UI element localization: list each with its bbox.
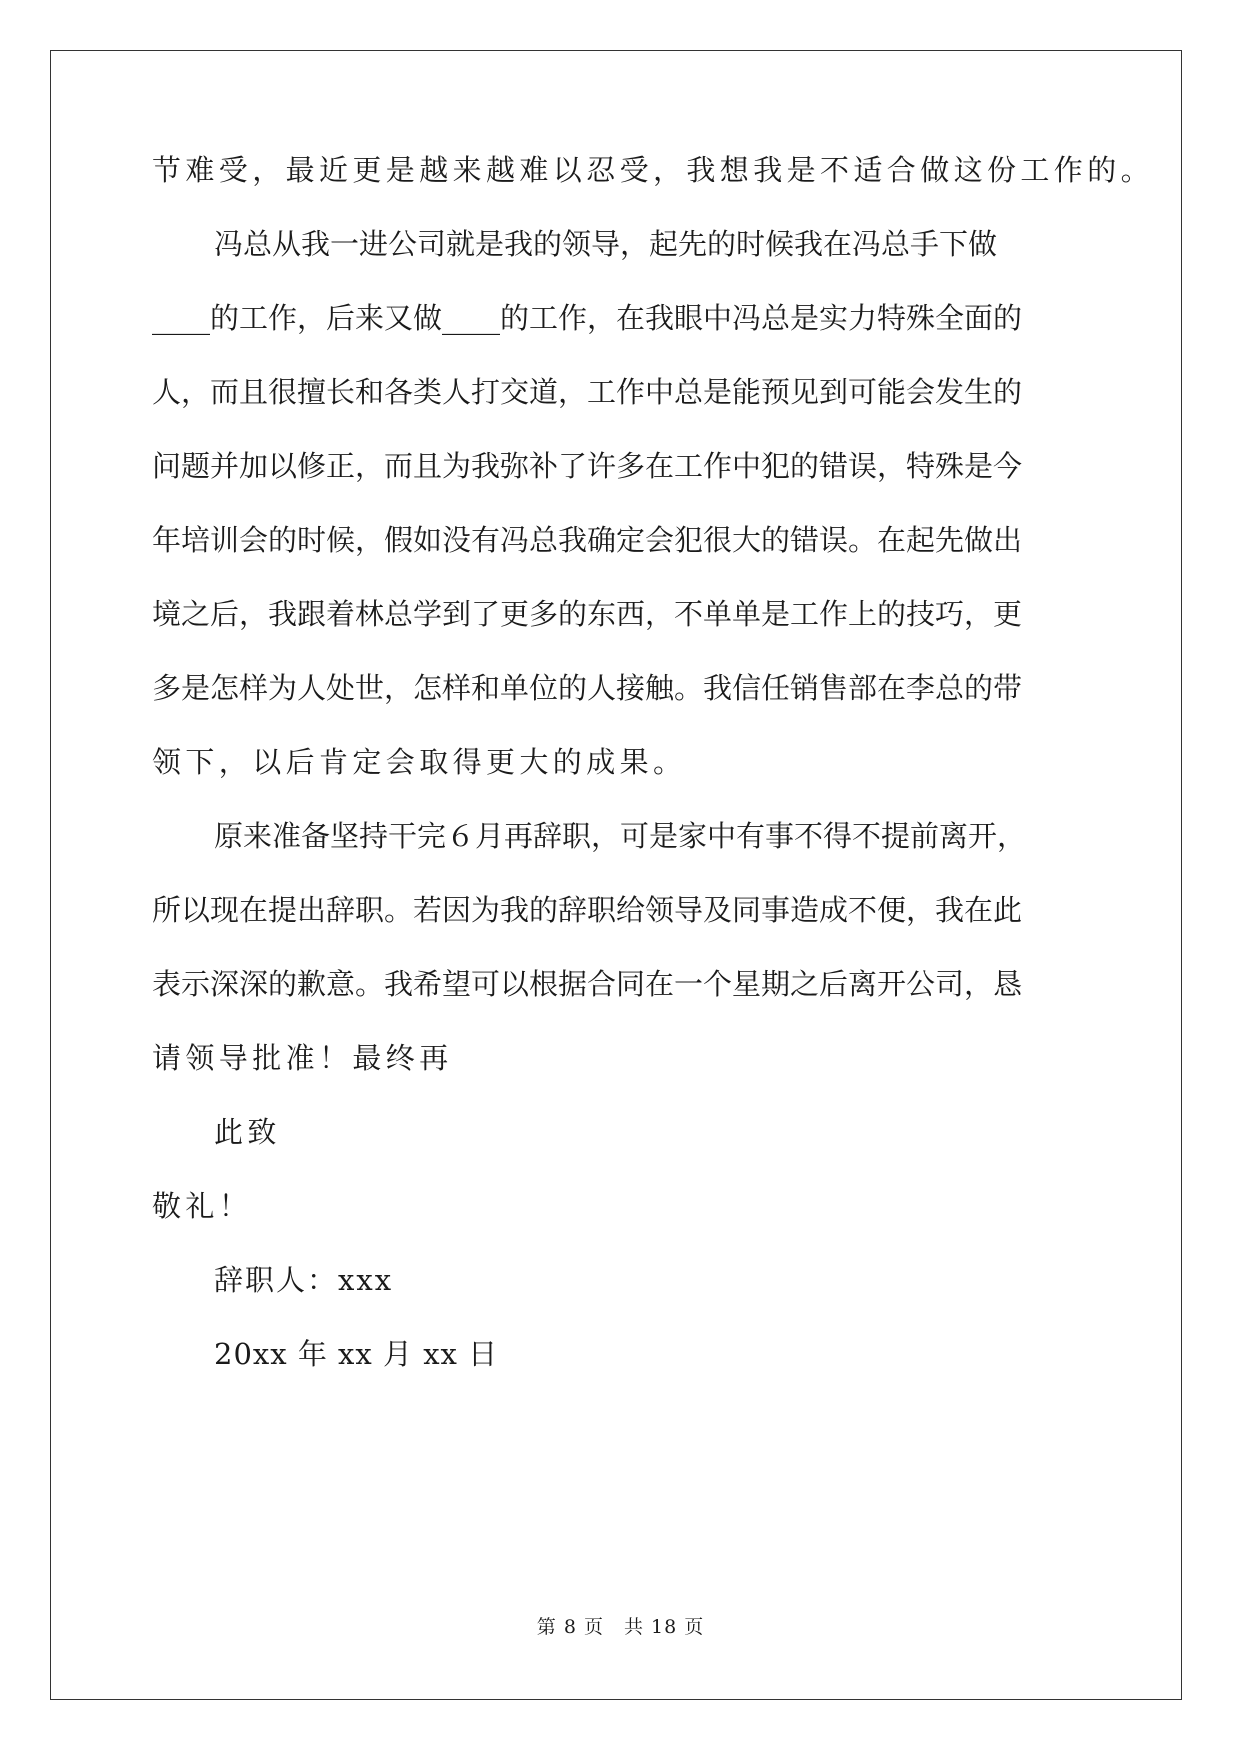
text-line: 表示深深的歉意。我希望可以根据合同在一个星期之后离开公司，恳: [152, 967, 1023, 1001]
text-line: 冯总从我一进公司就是我的领导，起先的时候我在冯总手下做: [214, 227, 998, 261]
page-number: 第 8 页 共 18 页: [536, 1616, 705, 1638]
text-line: 节难受，最近更是越来越难以忍受，我想我是不适合做这份工作的。: [152, 153, 1155, 187]
closing-salutation: 此致: [214, 1115, 281, 1149]
text-line: 请领导批准！最终再: [152, 1041, 453, 1075]
signature-line: 辞职人：xxx: [214, 1263, 394, 1297]
text-line: ____的工作，后来又做____的工作，在我眼中冯总是实力特殊全面的: [152, 301, 1023, 335]
text-line: 年培训会的时候，假如没有冯总我确定会犯很大的错误。在起先做出: [152, 523, 1023, 557]
closing-regards: 敬礼！: [152, 1189, 253, 1223]
text-line: 问题并加以修正，而且为我弥补了许多在工作中犯的错误，特殊是今: [152, 449, 1023, 483]
text-line: 领下，以后肯定会取得更大的成果。: [152, 745, 687, 779]
text-line: 所以现在提出辞职。若因为我的辞职给领导及同事造成不便，我在此: [152, 893, 1023, 927]
text-line: 多是怎样为人处世，怎样和单位的人接触。我信任销售部在李总的带: [152, 671, 1023, 705]
text-line: 人，而且很擅长和各类人打交道，工作中总是能预见到可能会发生的: [152, 375, 1023, 409]
date-line: 20xx 年 xx 月 xx 日: [214, 1337, 499, 1371]
text-line: 原来准备坚持干完６月再辞职，可是家中有事不得不提前离开，: [214, 819, 1027, 853]
text-line: 境之后，我跟着林总学到了更多的东西，不单单是工作上的技巧，更: [152, 597, 1023, 631]
